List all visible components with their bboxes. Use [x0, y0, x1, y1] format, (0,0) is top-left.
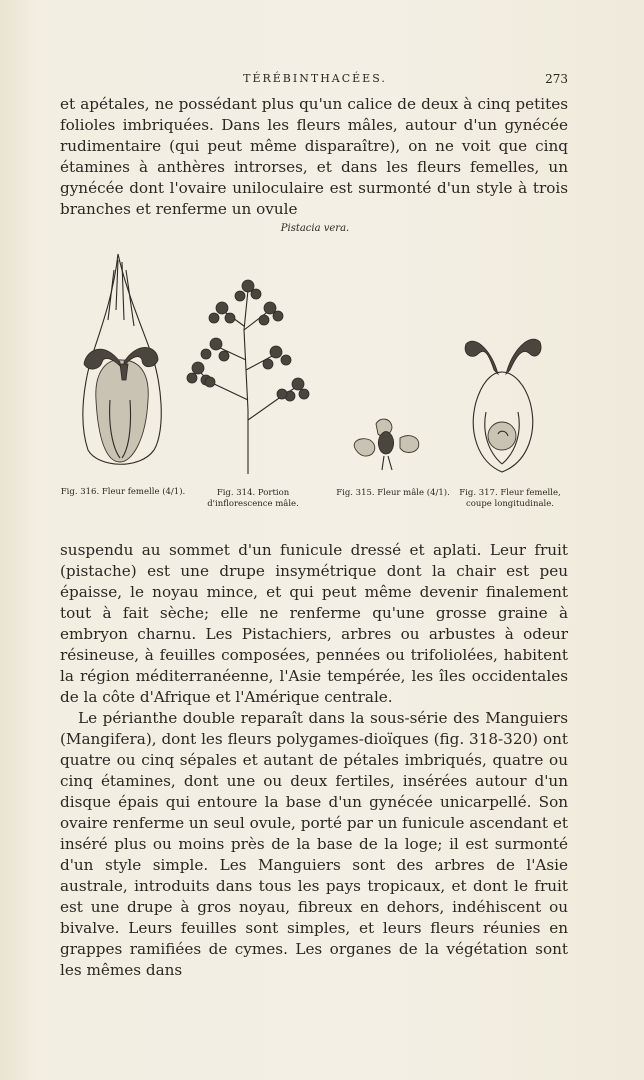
page-number: 273 — [545, 72, 568, 86]
running-title: TÉRÉBINTHACÉES. — [243, 72, 387, 85]
paragraph: Le périanthe double reparaît dans la sous-série des Manguiers (Mangifera), dont les fleurs polygames-dioïques (fig. 318-320) ont quatre ou cinq sépales et autant de pétales imbriqués, quatre ou cinq étamines, dont une ou deux fertiles, insérées autour d'un disque épais qui entoure la base d'un gynécée unicarpellé. Son ovaire renferme un seul ovule, porté par un funicule ascendant et inséré plus ou moins près de la base de la loge; il est surmonté d'un style simple. Les Manguiers sont des arbres de l'Asie australe, introduits dans tous les pays tropicaux, et dont le fruit est une drupe à gros noyau, fibreux en dehors, indéhiscent ou bivalve. Leurs feuilles sont simples, et leurs fleurs réunies en grappes ramifiées de cymes. Les organes de la végétation sont les mêmes dans — [60, 709, 568, 979]
caption-fig-316: Fig. 316. Fleur femelle (4/1). — [60, 487, 186, 497]
caption-fig-314: Fig. 314. Portion d'inflorescence mâle. — [207, 488, 299, 509]
text-block-bottom — [60, 540, 568, 981]
caption-fig-315: Fig. 315. Fleur mâle (4/1). — [336, 488, 450, 498]
paragraph: et apétales, ne possédant plus qu'un calice de deux à cinq petites folioles imbriquées. Dans les fleurs mâles, autour d'un gynécée rudimentaire (qui peut même disparaître), on ne voit que cinq étamines à anthères introrses, et dans les fleurs femelles, un gynécée dont l'ovaire uniloculaire est surmonté d'un style à trois branches et renferme un ovule — [60, 95, 568, 218]
figure-317-illustration — [458, 322, 548, 474]
figure-315-illustration — [346, 414, 426, 474]
paragraph: suspendu au sommet d'un funicule dressé et aplati. Leur fruit (pistache) est une drupe insymétrique dont la chair est peu épaisse, le noyau mince, et qui peut même devenir finalement tout à fait sèche; elle ne renferme qu'une grosse graine à embryon charnu. Les Pistachiers, arbres ou arbustes à odeur résineuse, à feuilles composées, pennées ou trifoliolées, habitent la région méditerranéenne, l'Asie tempérée, les îles occidentales de la côte d'Afrique et l'Amérique centrale. — [60, 541, 568, 706]
text-block-top — [60, 94, 568, 220]
figure-title: Pistacia vera. — [280, 223, 350, 234]
caption-fig-317: Fig. 317. Fleur femelle, coupe longitudinale. — [459, 488, 561, 509]
figure-316-illustration — [74, 250, 170, 472]
figure-314-illustration — [186, 270, 314, 476]
